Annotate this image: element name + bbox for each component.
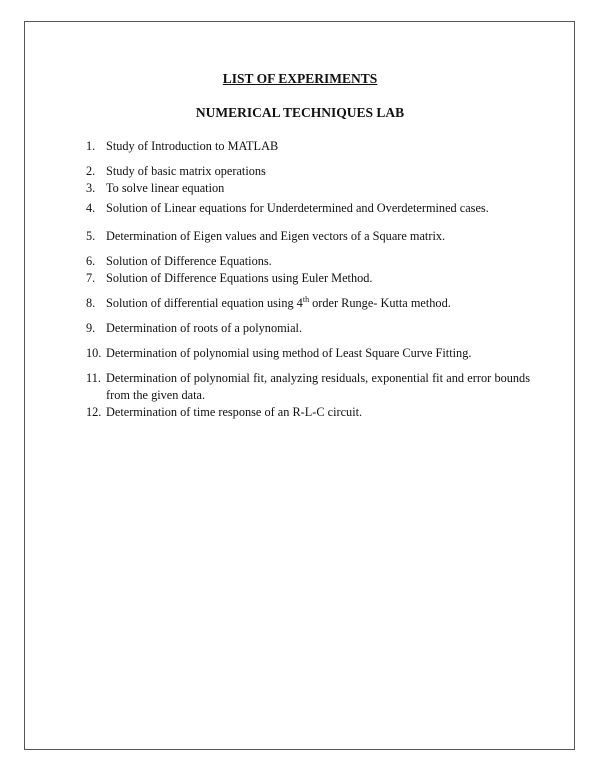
item-number: 7. xyxy=(86,271,96,285)
item-text: Determination of Eigen values and Eigen vectors of a Square matrix. xyxy=(106,229,446,243)
item-text-after: order Runge- Kutta method. xyxy=(309,296,451,310)
item-number: 12. xyxy=(86,405,102,419)
list-item xyxy=(86,163,530,180)
list-item xyxy=(86,197,530,220)
item-text: Determination of polynomial using method of Least Square Curve Fitting. xyxy=(106,346,472,360)
item-text: Determination of polynomial fit, analyzing residuals, exponential fit and error bounds from the given data. xyxy=(106,371,530,402)
list-item xyxy=(86,253,530,270)
item-text: Determination of time response of an R-L-C circuit. xyxy=(106,405,363,419)
document-title: LIST OF EXPERIMENTS xyxy=(222,71,378,86)
item-text: Study of Introduction to MATLAB xyxy=(106,139,279,153)
item-text: Study of basic matrix operations xyxy=(106,164,266,178)
list-item xyxy=(86,270,530,287)
list-item xyxy=(86,295,530,312)
list-item xyxy=(86,320,530,337)
item-number: 3. xyxy=(86,181,96,195)
item-text: Solution of Linear equations for Underdetermined and Overdetermined cases. xyxy=(106,201,489,215)
list-item xyxy=(86,370,530,404)
document-subtitle: NUMERICAL TECHNIQUES LAB xyxy=(195,105,405,120)
list-item xyxy=(86,138,530,155)
item-number: 5. xyxy=(86,229,96,243)
item-text: To solve linear equation xyxy=(106,181,225,195)
item-number: 4. xyxy=(86,201,96,215)
item-number: 9. xyxy=(86,321,96,335)
list-item xyxy=(86,180,530,197)
list-item xyxy=(86,404,530,421)
item-text: Solution of Difference Equations. xyxy=(106,254,272,268)
item-number: 11. xyxy=(86,371,101,385)
item-text: Solution of Difference Equations using Euler Method. xyxy=(106,271,373,285)
item-number: 2. xyxy=(86,164,96,178)
list-item xyxy=(86,345,530,362)
item-number: 1. xyxy=(86,139,96,153)
item-text-before: Solution of differential equation using 4 xyxy=(106,296,303,310)
item-number: 8. xyxy=(86,296,96,310)
item-text: Determination of roots of a polynomial. xyxy=(106,321,303,335)
item-text xyxy=(106,296,451,310)
item-number: 10. xyxy=(86,346,102,360)
item-text-superscript: th xyxy=(302,294,310,304)
item-number: 6. xyxy=(86,254,96,268)
experiment-list xyxy=(86,138,530,421)
list-item xyxy=(86,228,530,245)
